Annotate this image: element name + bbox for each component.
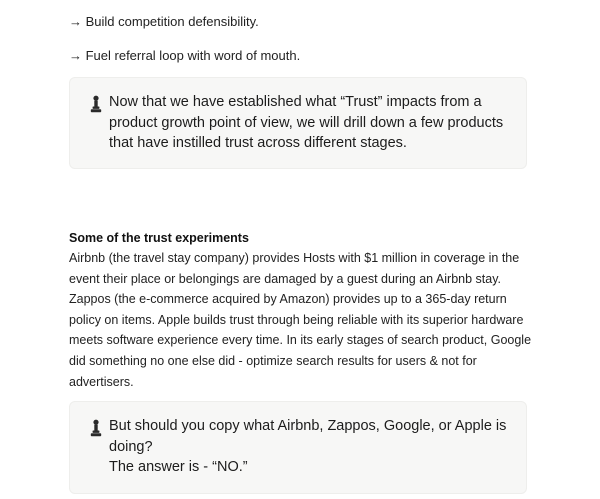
section-heading: Some of the trust experiments [69, 231, 249, 245]
chess-pawn-icon [89, 419, 103, 437]
paragraph-line: did something no one else did - optimize search results for users & not for [69, 353, 477, 368]
paragraph-line: advertisers. [69, 374, 134, 389]
bullet-build-defensibility: → Build competition defensibility. [69, 14, 259, 29]
paragraph-line: meets software experience every time. In its early stages of search product, Google [69, 333, 532, 348]
callout-line: that have instilled trust across different stages. [109, 135, 407, 151]
section-paragraph [69, 248, 531, 392]
paragraph-line: event their place or belongings are damaged by a guest during an Airbnb stay. [69, 271, 501, 286]
paragraph-line: Airbnb (the travel stay company) provides Hosts with $1 million in coverage in the [69, 251, 520, 265]
callout-line: product growth point of view, we will drill down a few products [109, 114, 504, 131]
chess-pawn-icon [89, 95, 103, 113]
callout-line: But should you copy what Airbnb, Zappos, Google, or Apple is [109, 418, 507, 434]
callout-should-you-copy [69, 401, 527, 494]
paragraph-line: policy on items. Apple builds trust through being reliable with its superior hardware [69, 312, 524, 327]
callout-text [109, 92, 509, 154]
bullet-fuel-referral-loop: → Fuel referral loop with word of mouth. [69, 48, 301, 63]
callout-line: doing? [109, 438, 153, 455]
callout-line: Now that we have established what “Trust” impacts from a [109, 94, 482, 110]
callout-text [109, 416, 509, 478]
callout-line: The answer is - “NO.” [109, 459, 248, 475]
callout-trust-drilldown [69, 77, 527, 169]
paragraph-line: Zappos (the e-commerce acquired by Amazon) provides up to a 365-day return [69, 292, 507, 307]
